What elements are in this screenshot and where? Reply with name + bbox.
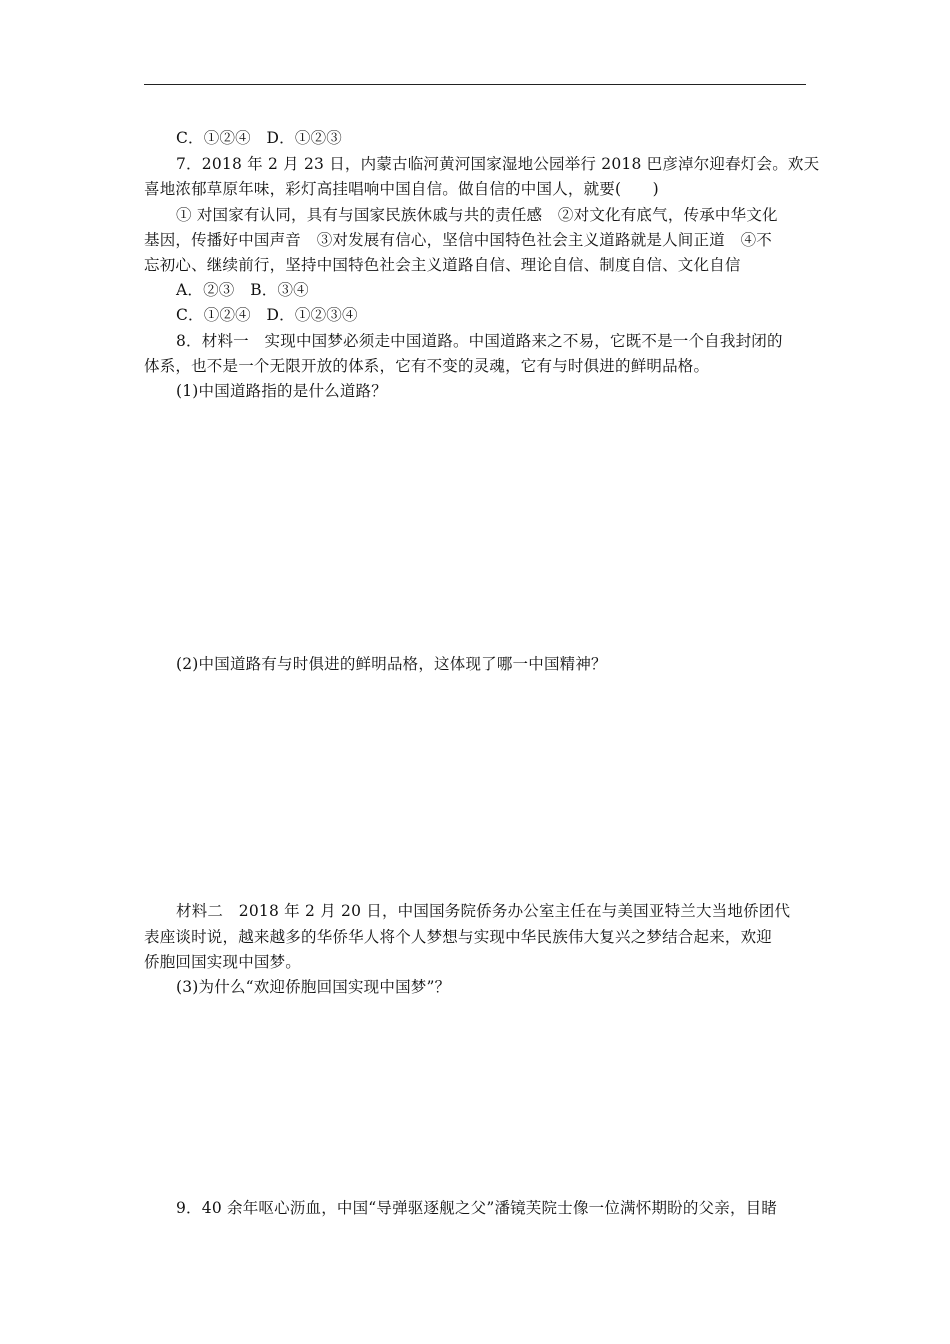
- q8-subquestion-2: (2)中国道路有与时俱进的鲜明品格，这体现了哪一中国精神？: [176, 655, 607, 673]
- q8-material2-line3: 侨胞回国实现中国梦。: [144, 953, 302, 971]
- q8-subquestion-3: (3)为什么“欢迎侨胞回国实现中国梦”？: [176, 978, 451, 996]
- q8-material1-line1: 8．材料一 实现中国梦必须走中国道路。中国道路来之不易，它既不是一个自我封闭的: [176, 332, 783, 350]
- header-rule: [144, 84, 806, 85]
- q8-subquestion-1: (1)中国道路指的是什么道路？: [176, 382, 387, 400]
- q7-items-line2: 基因，传播好中国声音 ③对发展有信心，坚信中国特色社会主义道路就是人间正道 ④不: [144, 231, 773, 249]
- q9-stem-line1: 9．40 余年呕心沥血，中国“导弹驱逐舰之父”潘镜芙院士像一位满怀期盼的父亲，目睹: [176, 1199, 778, 1217]
- q7-options-ab: A．②③ B．③④: [176, 281, 309, 299]
- q7-options-cd: C．①②④ D．①②③④: [176, 306, 358, 324]
- q7-stem-line2: 喜地浓郁草原年味，彩灯高挂唱响中国自信。做自信的中国人，就要( ): [144, 180, 659, 198]
- q6-options: C．①②④ D．①②③: [176, 129, 342, 147]
- q7-items-line3: 忘初心、继续前行，坚持中国特色社会主义道路自信、理论自信、制度自信、文化自信: [144, 256, 741, 274]
- q8-material2-line2: 表座谈时说，越来越多的华侨华人将个人梦想与实现中华民族伟大复兴之梦结合起来，欢迎: [144, 928, 773, 946]
- q7-items-line1: ① 对国家有认同，具有与国家民族休戚与共的责任感 ②对文化有底气，传承中华文化: [176, 206, 778, 224]
- q7-stem-line1: 7．2018 年 2 月 23 日，内蒙古临河黄河国家湿地公园举行 2018 巴彦淖尔迎春灯会。欢天: [176, 155, 820, 173]
- q8-material2-line1: 材料二 2018 年 2 月 20 日，中国国务院侨务办公室主任在与美国亚特兰大当地侨团代: [176, 902, 791, 920]
- q8-material1-line2: 体系，也不是一个无限开放的体系，它有不变的灵魂，它有与时俱进的鲜明品格。: [144, 357, 710, 375]
